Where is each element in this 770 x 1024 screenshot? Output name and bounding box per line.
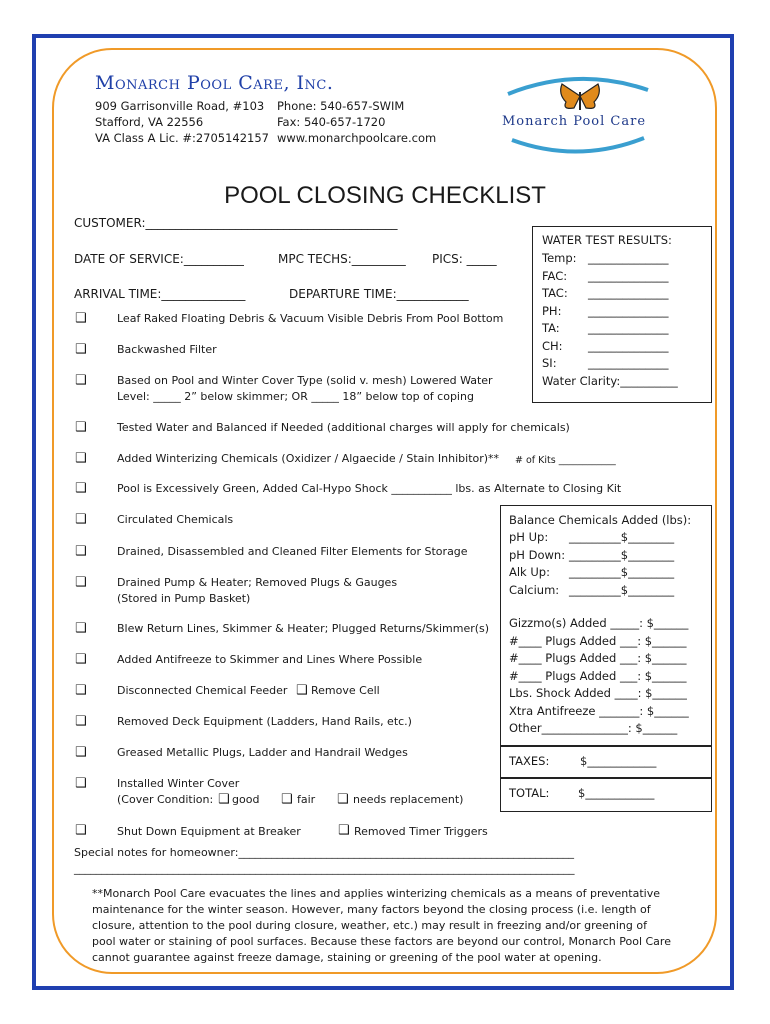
item-label: Added Antifreeze to Skimmer and Lines Where Possible (117, 653, 423, 666)
water-test-row[interactable]: PH: ______________ (542, 303, 669, 318)
checkbox-icon[interactable]: ❑ (75, 512, 87, 527)
chemicals-heading: Balance Chemicals Added (lbs): (509, 513, 692, 527)
item-label: Installed Winter Cover (117, 777, 240, 790)
checkbox-icon[interactable]: ❑ (75, 621, 87, 636)
date-of-service-field[interactable]: DATE OF SERVICE:__________ (74, 252, 244, 266)
checkbox-icon[interactable]: ❑ (338, 823, 350, 838)
item-label: Remove Cell (311, 684, 380, 697)
item-label: Removed Timer Triggers (354, 825, 488, 838)
extra-row[interactable]: Gizzmo(s) Added _____: $______ (509, 616, 689, 630)
item-label: Shut Down Equipment at Breaker (117, 825, 301, 838)
customer-field[interactable]: CUSTOMER:__________________________________________ (74, 216, 398, 230)
extra-row[interactable]: #____ Plugs Added ___: $______ (509, 651, 687, 665)
chemical-row[interactable]: pH Down: _________$________ (509, 547, 675, 562)
chemical-row[interactable]: pH Up: _________$________ (509, 530, 675, 544)
extra-row[interactable]: Xtra Antifreeze _______: $______ (509, 703, 689, 718)
extra-row[interactable]: #____ Plugs Added ___: $______ (509, 633, 687, 648)
cover-condition-needs-replacement: needs replacement) (353, 793, 464, 806)
chemical-row[interactable]: Alk Up: _________$________ (509, 565, 675, 579)
checkbox-icon[interactable]: ❑ (296, 683, 308, 698)
checkbox-icon[interactable]: ❑ (75, 342, 87, 357)
kits-field[interactable]: # of Kits ____________ (515, 455, 616, 466)
pics-field[interactable]: PICS: _____ (432, 252, 497, 266)
item-label: Backwashed Filter (117, 343, 217, 356)
item-label: Leaf Raked Floating Debris & Vacuum Visible Debris From Pool Bottom (117, 312, 504, 325)
item-label: Added Winterizing Chemicals (Oxidizer / Algaecide / Stain Inhibitor)** (117, 452, 500, 465)
address-line: Stafford, VA 22556 (95, 115, 204, 129)
checkbox-icon[interactable]: ❑ (75, 776, 87, 791)
water-clarity-field[interactable]: Water Clarity:__________ (542, 373, 678, 388)
checkbox-icon[interactable]: ❑ (337, 792, 349, 807)
website: www.monarchpoolcare.com (277, 131, 437, 145)
item-label: Greased Metallic Plugs, Ladder and Handrail Wedges (117, 746, 408, 759)
chemicals-extra-rows (509, 615, 689, 738)
water-test-rows (542, 250, 678, 390)
taxes-field[interactable]: $____________ (580, 754, 657, 768)
item-label: Disconnected Chemical Feeder (117, 684, 288, 697)
page-title: POOL CLOSING CHECKLIST (224, 182, 546, 209)
address-line: 909 Garrisonville Road, #103 (95, 99, 265, 113)
disclaimer-text: **Monarch Pool Care evacuates the lines and applies winterizing chemicals as a means of preventative maintenance for the winter season. However, many factors beyond the closing process (i.e. length of closure, attention to the pool during closure, weather, etc.) may result in freezing and/or greening of pool water or staining of pool surfaces. Because these factors are beyond our control, Monarch Pool Care cannot guarantee against freeze damage, staining or greening of the pool water at opening. (92, 887, 671, 964)
extra-row[interactable]: Lbs. Shock Added ____: $______ (509, 686, 687, 700)
water-test-row[interactable]: TA: ______________ (542, 321, 669, 335)
company-logo (488, 68, 668, 160)
item-label-line2: (Stored in Pump Basket) (117, 592, 251, 605)
special-notes-line2[interactable]: ___________________________________________________________________________________________ (74, 862, 575, 875)
item-label: Drained, Disassembled and Cleaned Filter Elements for Storage (117, 545, 468, 558)
checkbox-icon[interactable]: ❑ (75, 714, 87, 729)
address-block (95, 98, 269, 146)
logo-text: Monarch Pool Care (502, 114, 647, 129)
departure-time-field[interactable]: DEPARTURE TIME:____________ (289, 287, 469, 301)
contact-block (277, 98, 436, 146)
item-label: Tested Water and Balanced if Needed (additional charges will apply for chemicals) (117, 421, 570, 434)
water-test-row[interactable]: TAC: ______________ (542, 286, 669, 300)
item-label: Based on Pool and Winter Cover Type (solid v. mesh) Lowered Water (117, 374, 493, 387)
checkbox-icon[interactable]: ❑ (75, 652, 87, 667)
mpc-techs-field[interactable]: MPC TECHS:_________ (278, 252, 406, 266)
checkbox-icon[interactable]: ❑ (75, 575, 87, 590)
item-label-line2: (Cover Condition: (117, 793, 214, 806)
checkbox-icon[interactable]: ❑ (218, 792, 230, 807)
arrival-time-field[interactable]: ARRIVAL TIME:______________ (74, 287, 246, 301)
checkbox-icon[interactable]: ❑ (75, 481, 87, 496)
item-label: Drained Pump & Heater; Removed Plugs & Gauges (117, 576, 398, 589)
water-test-row[interactable]: FAC: ______________ (542, 268, 669, 283)
item-label-line2[interactable]: Level: _____ 2” below skimmer; OR _____ 18” below top of coping (117, 390, 474, 403)
checkbox-icon[interactable]: ❑ (75, 420, 87, 435)
checkbox-icon[interactable]: ❑ (75, 544, 87, 559)
address-line: VA Class A Lic. #:2705142157 (95, 131, 269, 145)
item-label: Blew Return Lines, Skimmer & Heater; Plugged Returns/Skimmer(s) (117, 622, 490, 635)
checkbox-icon[interactable]: ❑ (75, 745, 87, 760)
checkbox-icon[interactable]: ❑ (75, 823, 87, 838)
cover-condition-fair: fair (297, 793, 316, 806)
special-notes-field[interactable]: Special notes for homeowner:_____________________________________________________________ (74, 846, 574, 859)
checkbox-icon[interactable]: ❑ (75, 373, 87, 388)
chemical-row[interactable]: Calcium: _________$________ (509, 582, 675, 597)
water-test-row[interactable]: SI: ______________ (542, 356, 669, 370)
checkbox-icon[interactable]: ❑ (75, 683, 87, 698)
taxes-label: TAXES: (509, 754, 550, 768)
fax: Fax: 540-657-1720 (277, 115, 386, 129)
phone: Phone: 540-657-SWIM (277, 99, 405, 113)
item-label: Removed Deck Equipment (Ladders, Hand Rails, etc.) (117, 715, 412, 728)
water-test-heading: WATER TEST RESULTS: (542, 233, 672, 247)
extra-row[interactable]: Other_______________: $______ (509, 721, 678, 735)
water-test-row[interactable]: CH: ______________ (542, 338, 669, 353)
chemicals-rows (509, 529, 674, 599)
item-label[interactable]: Pool is Excessively Green, Added Cal-Hypo Shock ___________ lbs. as Alternate to Closing Kit (117, 482, 622, 495)
extra-row[interactable]: #____ Plugs Added ___: $______ (509, 668, 687, 683)
total-label: TOTAL: (509, 786, 550, 800)
checkbox-icon[interactable]: ❑ (75, 311, 87, 326)
water-test-row[interactable]: Temp: ______________ (542, 251, 669, 265)
total-field[interactable]: $____________ (578, 786, 655, 800)
cover-condition-good: good (232, 793, 260, 806)
company-name: Monarch Pool Care, Inc. (95, 72, 334, 94)
checkbox-icon[interactable]: ❑ (281, 792, 293, 807)
checkbox-icon[interactable]: ❑ (75, 451, 87, 466)
butterfly-icon (561, 84, 600, 110)
item-label: Circulated Chemicals (117, 513, 234, 526)
